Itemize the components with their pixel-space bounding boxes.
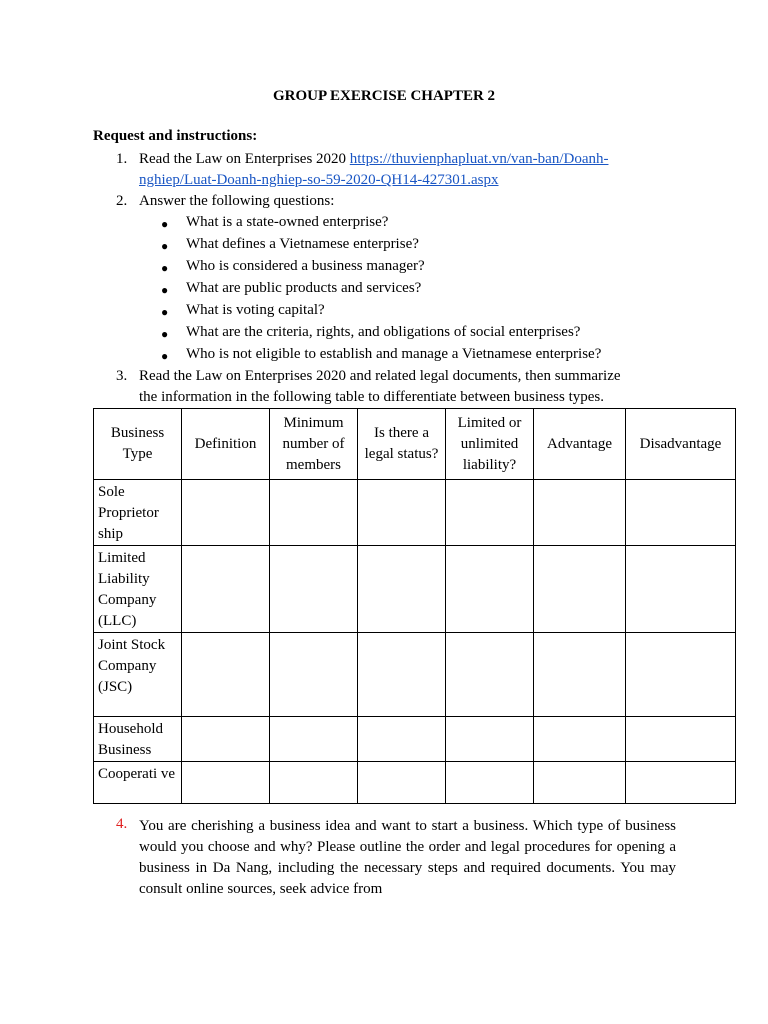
bullet-icon: ● — [161, 239, 169, 253]
table-cell[interactable] — [358, 480, 446, 546]
item-3-number: 3. — [116, 368, 128, 384]
table-cell[interactable] — [534, 633, 626, 717]
table-cell[interactable] — [534, 480, 626, 546]
table-cell[interactable] — [358, 633, 446, 717]
row-head-jsc: Joint Stock Company (JSC) — [94, 633, 182, 717]
table-cell[interactable] — [270, 762, 358, 804]
header-disadvantage: Disadvantage — [626, 409, 736, 480]
table-cell[interactable] — [358, 717, 446, 762]
bullet-icon: ● — [161, 305, 169, 319]
item-2-text: Answer the following questions: — [139, 193, 335, 209]
header-legal-status: Is there a legal status? — [358, 409, 446, 480]
header-advantage: Advantage — [534, 409, 626, 480]
request-heading: Request and instructions: — [93, 128, 258, 144]
question-2: What defines a Vietnamese enterprise? — [186, 236, 419, 252]
page-title: GROUP EXERCISE CHAPTER 2 — [272, 88, 496, 104]
question-3: Who is considered a business manager? — [186, 258, 425, 274]
table-row — [94, 762, 736, 804]
table-cell[interactable] — [446, 480, 534, 546]
item-3-line-2: the information in the following table to differentiate between business types. — [139, 389, 605, 405]
item-3-line-1: Read the Law on Enterprises 2020 and related legal documents, then summarize — [139, 368, 621, 384]
header-minimum-members: Minimum number of members — [270, 409, 358, 480]
bullet-icon: ● — [161, 217, 169, 231]
table-cell[interactable] — [182, 762, 270, 804]
table-cell[interactable] — [358, 762, 446, 804]
bullet-icon: ● — [161, 349, 169, 363]
table-cell[interactable] — [534, 546, 626, 633]
row-head-llc: Limited Liability Company (LLC) — [94, 546, 182, 633]
table-cell[interactable] — [270, 480, 358, 546]
table-cell[interactable] — [182, 633, 270, 717]
header-definition: Definition — [182, 409, 270, 480]
business-type-table — [93, 408, 736, 804]
row-head-household-business: Household Business — [94, 717, 182, 762]
item-1-text: Read the Law on Enterprises 2020 — [139, 151, 350, 167]
table-cell[interactable] — [270, 633, 358, 717]
table-cell[interactable] — [182, 717, 270, 762]
question-7: Who is not eligible to establish and manage a Vietnamese enterprise? — [186, 346, 602, 362]
table-cell[interactable] — [358, 546, 446, 633]
law-link-part2[interactable]: nghiep/Luat-Doanh-nghiep-so-59-2020-QH14-427301.aspx — [139, 172, 499, 188]
table-cell[interactable] — [270, 546, 358, 633]
item-4-text: You are cherishing a business idea and want to start a business. Which type of business would you choose and why? Please outline the order and legal procedures for opening a business in Da Nang, including the necessary steps and required documents. You may consult online sources, seek advice from — [139, 818, 676, 897]
law-link-part1[interactable]: https://thuvienphapluat.vn/van-ban/Doanh- — [349, 151, 609, 167]
question-5: What is voting capital? — [186, 302, 325, 318]
question-1: What is a state-owned enterprise? — [186, 214, 389, 230]
table-cell[interactable] — [534, 717, 626, 762]
table-cell[interactable] — [626, 480, 736, 546]
table-cell[interactable] — [446, 762, 534, 804]
table-header-row — [94, 409, 736, 480]
header-liability: Limited or unlimited liability? — [446, 409, 534, 480]
row-head-sole-proprietorship: Sole Proprietor ship — [94, 480, 182, 546]
item-2-number: 2. — [116, 193, 128, 209]
table-cell[interactable] — [182, 546, 270, 633]
table-cell[interactable] — [626, 546, 736, 633]
table-cell[interactable] — [534, 762, 626, 804]
question-6: What are the criteria, rights, and obligations of social enterprises? — [186, 324, 581, 340]
table-cell[interactable] — [626, 717, 736, 762]
table-cell[interactable] — [446, 546, 534, 633]
table-cell[interactable] — [626, 633, 736, 717]
item-1-number: 1. — [116, 151, 128, 167]
table-row — [94, 480, 736, 546]
table-cell[interactable] — [270, 717, 358, 762]
bullet-icon: ● — [161, 327, 169, 341]
header-business-type: Business Type — [94, 409, 182, 480]
bullet-icon: ● — [161, 283, 169, 297]
bullet-icon: ● — [161, 261, 169, 275]
question-4: What are public products and services? — [186, 280, 422, 296]
table-row — [94, 546, 736, 633]
table-cell[interactable] — [446, 717, 534, 762]
item-1-line — [139, 151, 608, 168]
item-4-number: 4. — [116, 816, 128, 832]
table-cell[interactable] — [446, 633, 534, 717]
table-row — [94, 633, 736, 717]
table-cell[interactable] — [182, 480, 270, 546]
table-row — [94, 717, 736, 762]
row-head-cooperative: Cooperati ve — [94, 762, 182, 804]
table-cell[interactable] — [626, 762, 736, 804]
